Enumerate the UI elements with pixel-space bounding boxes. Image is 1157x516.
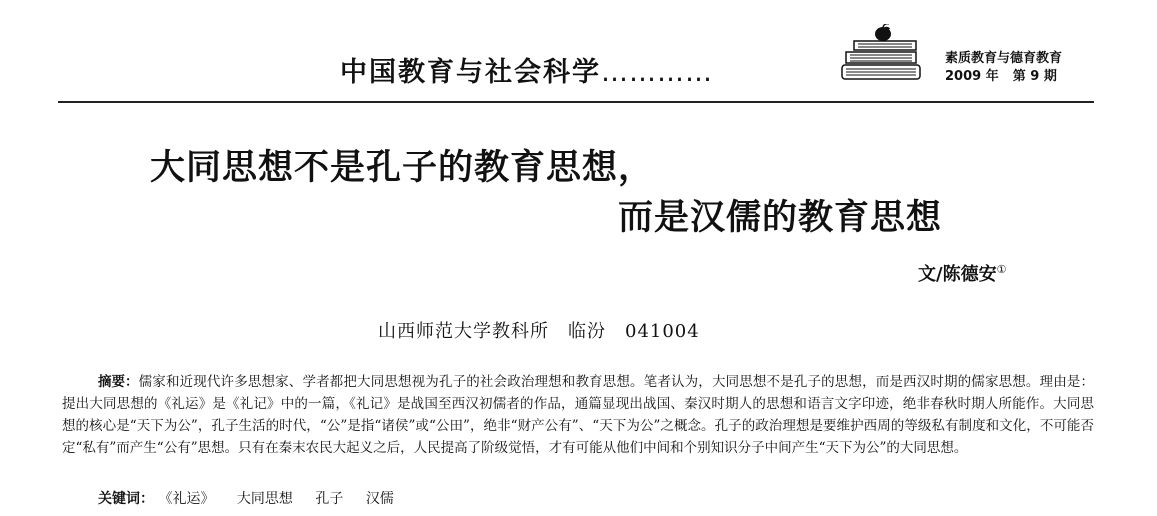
section-name: 素质教育与德育教育 — [945, 51, 1063, 66]
keywords — [98, 488, 412, 508]
books-with-apple-icon — [840, 24, 924, 86]
keyword: 《礼运》 — [158, 491, 215, 507]
abstract-text: 儒家和近现代许多思想家、学者都把大同思想视为孔子的社会政治理想和教育思想。笔者认为，大同思想不是孔子的思想，而是西汉时期的儒家思想。理由是：提出大同思想的《礼运》是《礼记》中的一篇，《礼记》是战国至西汉初儒者的作品，通篇显现出战国、秦汉时期人的思想和语言文字印迹，绝非春秋时期人所能作。大同思想的核心是“天下为公”，孔子生活的时代，“公”是指“诸侯”或“公田”，绝非“财产公有”、“天下为公”之概念。孔子的政治理想是要维护西周的等级私有制度和文化，不可能否定“私有”而产生“公有”思想。只有在秦末农民大起义之后，人民提高了阶级觉悟，才有可能从他们中间和个别知识分子中间产生“天下为公”的大同思想。 — [62, 374, 1094, 456]
journal-title — [340, 50, 713, 89]
article-title-line-1: 大同思想不是孔子的教育思想， — [150, 148, 655, 188]
page-header — [0, 0, 1157, 110]
issue-info — [945, 50, 1095, 86]
article-title-line-2: 而是汉儒的教育思想 — [618, 198, 943, 238]
issue-line — [945, 68, 1095, 86]
author-footnote-mark: ① — [996, 263, 1007, 276]
abstract-label: 摘要： — [98, 374, 139, 390]
journal-title-dots: ………… — [601, 57, 713, 88]
issue-year: 2009 年 — [945, 69, 999, 84]
article-author — [918, 260, 1006, 286]
abstract — [62, 371, 1094, 459]
author-name: 文/陈德安 — [918, 264, 997, 285]
author-affiliation: 山西师范大学教科所 临汾 041004 — [378, 321, 700, 342]
issue-number: 第 9 期 — [1012, 69, 1057, 84]
header-rule — [58, 101, 1094, 103]
keyword: 孔子 — [315, 491, 344, 507]
keywords-label: 关键词： — [98, 491, 154, 507]
keyword: 汉儒 — [365, 491, 394, 507]
journal-name: 中国教育与社会科学 — [340, 57, 601, 88]
keyword: 大同思想 — [236, 491, 293, 507]
